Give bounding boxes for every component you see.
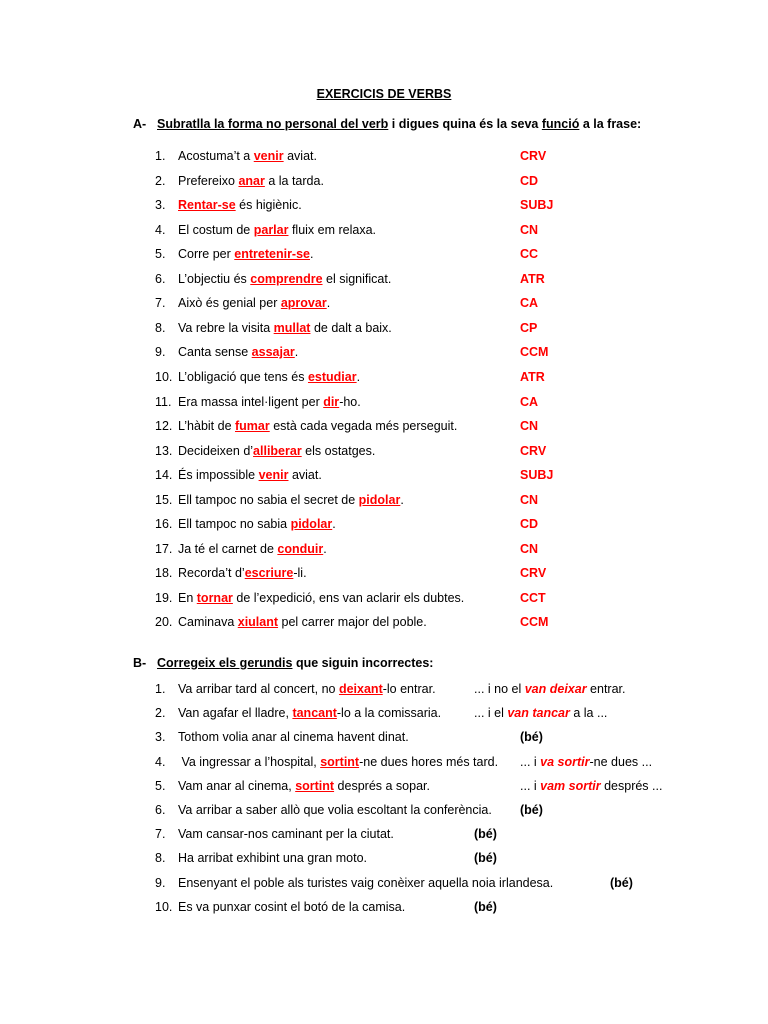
item-number: 19. (155, 591, 173, 605)
function-answer: CA (520, 395, 539, 409)
function-answer: CD (520, 517, 539, 531)
item-text-before: Va ingressar a l’hospital, (178, 755, 321, 769)
item-text-before: Vam anar al cinema, (178, 779, 296, 793)
item-number: 4. (155, 755, 166, 769)
item-number: 16. (155, 517, 173, 531)
function-answer: CN (520, 419, 539, 433)
item-text-before: El costum de (178, 223, 254, 237)
list-item (155, 825, 394, 843)
item-text-after: fluix em relaxa. (288, 223, 377, 237)
correct-mark: (bé) (474, 900, 497, 914)
item-text-before: Van agafar el lladre, (178, 706, 293, 720)
corrected-verb: van tancar (507, 706, 570, 720)
item-text-before: Tothom volia anar al cinema havent dinat. (178, 730, 409, 744)
item-number: 7. (155, 296, 166, 310)
list-item (155, 294, 330, 312)
section-a-heading-end: a la frase: (579, 117, 642, 131)
item-number: 10. (155, 370, 173, 384)
incorrect-gerund: tancant (292, 706, 337, 720)
section-a-heading-mid: i digues quina és la seva (388, 117, 542, 131)
non-personal-verb: alliberar (253, 444, 302, 458)
correction (474, 680, 626, 698)
item-text-after: . (356, 370, 361, 384)
non-personal-verb: fumar (235, 419, 270, 433)
item-number: 18. (155, 566, 173, 580)
item-text-before: Caminava (178, 615, 238, 629)
item-number: 3. (155, 198, 166, 212)
list-item (155, 368, 360, 386)
item-text-after: . (294, 345, 299, 359)
list-item (155, 728, 409, 746)
item-text-before: Va arribar a saber allò que volia escoltant la conferència. (178, 803, 492, 817)
section-b-letter: B- (133, 656, 147, 670)
item-text-before: Canta sense (178, 345, 252, 359)
non-personal-verb: xiulant (237, 615, 279, 629)
item-number: 3. (155, 730, 166, 744)
function-answer: CCT (520, 591, 546, 605)
item-text-before: Ell tampoc no sabia el secret de (178, 493, 359, 507)
correction (520, 777, 662, 795)
non-personal-verb: comprendre (250, 272, 323, 286)
function-answer: CP (520, 321, 538, 335)
item-number: 6. (155, 803, 166, 817)
item-number: 20. (155, 615, 173, 629)
correction-before: ... i (520, 779, 541, 793)
list-item (155, 270, 391, 288)
item-text-after: . (332, 517, 336, 531)
item-number: 5. (155, 779, 166, 793)
corrected-verb: va sortir (540, 755, 590, 769)
correction-after: a la ... (569, 706, 608, 720)
list-item (155, 515, 336, 533)
function-answer: CRV (520, 566, 547, 580)
list-item (155, 777, 430, 795)
function-answer: CA (520, 296, 539, 310)
list-item (155, 417, 457, 435)
list-item (155, 491, 404, 509)
list-item (155, 147, 317, 165)
item-text-after: . (326, 296, 331, 310)
item-text-before: Corre per (178, 247, 235, 261)
item-text-before: Acostuma’t a (178, 149, 254, 163)
function-answer: CN (520, 493, 539, 507)
item-text-before: Es va punxar cosint el botó de la camisa. (178, 900, 406, 914)
list-item (155, 680, 436, 698)
item-number: 9. (155, 345, 166, 359)
section-a-heading-underlined-2: funció (541, 117, 580, 131)
function-answer: CN (520, 542, 539, 556)
list-item (155, 613, 427, 631)
function-answer: SUBJ (520, 198, 554, 212)
list-item (155, 393, 361, 411)
correct-mark: (bé) (520, 803, 543, 817)
non-personal-verb: aprovar (280, 296, 327, 310)
non-personal-verb: pidolar (290, 517, 333, 531)
item-number: 12. (155, 419, 173, 433)
correction (520, 753, 652, 771)
item-text-after: de l’expedició, ens van aclarir els dubtes. (232, 591, 465, 605)
item-text-after: -ne dues hores més tard. (359, 755, 499, 769)
item-text-before: En (178, 591, 197, 605)
correct-mark: (bé) (520, 730, 543, 744)
item-number: 9. (155, 876, 166, 890)
list-item (155, 172, 324, 190)
non-personal-verb: conduir (277, 542, 324, 556)
list-item (155, 196, 302, 214)
incorrect-gerund: deixant (338, 682, 383, 696)
item-text-after: -li. (293, 566, 307, 580)
item-text-before: Ell tampoc no sabia (178, 517, 291, 531)
non-personal-verb: escriure (244, 566, 294, 580)
item-number: 5. (155, 247, 166, 261)
non-personal-verb: venir (253, 149, 284, 163)
section-b-heading-underlined: Corregeix els gerundis (157, 656, 293, 670)
non-personal-verb: Rentar-se (178, 198, 236, 212)
list-item (155, 343, 298, 361)
function-answer: ATR (520, 370, 545, 384)
correction-after: -ne dues ... (589, 755, 653, 769)
list-item (155, 589, 464, 607)
item-number: 7. (155, 827, 166, 841)
item-number: 1. (155, 682, 166, 696)
item-number: 10. (155, 900, 173, 914)
item-text-after: aviat. (283, 149, 317, 163)
list-item (155, 801, 492, 819)
list-item (155, 319, 392, 337)
function-answer: CCM (520, 345, 549, 359)
item-text-before: Prefereixo (178, 174, 239, 188)
item-text-after: els ostatges. (301, 444, 376, 458)
item-number: 8. (155, 321, 166, 335)
list-item (155, 704, 441, 722)
non-personal-verb: estudiar (307, 370, 357, 384)
non-personal-verb: pidolar (358, 493, 401, 507)
item-text-before: Vam cansar-nos caminant per la ciutat. (178, 827, 394, 841)
item-text-after: està cada vegada més perseguit. (269, 419, 458, 433)
correction-before: ... i (520, 755, 541, 769)
section-a-heading (133, 117, 641, 131)
correction-before: ... i no el (474, 682, 525, 696)
section-a-letter: A- (133, 117, 147, 131)
item-number: 8. (155, 851, 166, 865)
non-personal-verb: tornar (196, 591, 233, 605)
non-personal-verb: mullat (273, 321, 311, 335)
list-item (155, 466, 322, 484)
item-text-after: -lo entrar. (382, 682, 436, 696)
item-text-after: és higiènic. (235, 198, 302, 212)
item-text-after: de dalt a baix. (310, 321, 392, 335)
item-text-before: És impossible (178, 468, 259, 482)
item-text-after: . (400, 493, 404, 507)
item-text-after: -lo a la comissaria. (336, 706, 442, 720)
correct-mark: (bé) (474, 827, 497, 841)
item-text-before: Decideixen d’ (178, 444, 254, 458)
item-number: 2. (155, 174, 166, 188)
item-text-before: Va arribar tard al concert, no (178, 682, 339, 696)
non-personal-verb: anar (238, 174, 265, 188)
function-answer: CC (520, 247, 539, 261)
section-a-heading-underlined-1: Subratlla la forma no personal del verb (157, 117, 389, 131)
section-b-heading (133, 656, 433, 670)
item-text-before: L’obligació que tens és (178, 370, 308, 384)
function-answer: CRV (520, 444, 547, 458)
item-text-after: aviat. (288, 468, 322, 482)
corrected-verb: vam sortir (540, 779, 601, 793)
correction-after: entrar. (586, 682, 626, 696)
item-text-before: Això és genial per (178, 296, 281, 310)
non-personal-verb: assajar (251, 345, 295, 359)
list-item (155, 564, 307, 582)
function-answer: CRV (520, 149, 547, 163)
item-number: 6. (155, 272, 166, 286)
function-answer: CCM (520, 615, 549, 629)
item-text-before: Ja té el carnet de (178, 542, 278, 556)
item-text-before: Recorda’t d’ (178, 566, 245, 580)
item-number: 15. (155, 493, 173, 507)
item-text-after: . (310, 247, 314, 261)
function-answer: CN (520, 223, 539, 237)
item-text-after: pel carrer major del poble. (278, 615, 427, 629)
non-personal-verb: venir (258, 468, 289, 482)
item-number: 1. (155, 149, 166, 163)
list-item (155, 898, 405, 916)
incorrect-gerund: sortint (295, 779, 335, 793)
item-number: 2. (155, 706, 166, 720)
correct-mark: (bé) (610, 876, 633, 890)
item-text-before: Ha arribat exhibint una gran moto. (178, 851, 367, 865)
function-answer: CD (520, 174, 539, 188)
non-personal-verb: parlar (253, 223, 289, 237)
item-text-after: el significat. (322, 272, 392, 286)
correct-mark: (bé) (474, 851, 497, 865)
item-number: 11. (155, 395, 172, 409)
item-number: 17. (155, 542, 173, 556)
list-item (155, 245, 314, 263)
corrected-verb: van deixar (524, 682, 587, 696)
item-text-before: Va rebre la visita (178, 321, 274, 335)
item-text-after: després a sopar. (334, 779, 430, 793)
item-text-before: Ensenyant el poble als turistes vaig conèixer aquella noia irlandesa. (178, 876, 554, 890)
page-title: EXERCICIS DE VERBS (316, 87, 452, 101)
list-item (155, 849, 367, 867)
item-text-after: -ho. (339, 395, 361, 409)
list-item (155, 874, 553, 892)
item-text-before: L’objectiu és (178, 272, 251, 286)
item-text-before: L’hàbit de (178, 419, 235, 433)
non-personal-verb: dir (323, 395, 340, 409)
item-text-before: Era massa intel·ligent per (178, 395, 324, 409)
incorrect-gerund: sortint (320, 755, 360, 769)
list-item (155, 540, 327, 558)
item-number: 14. (155, 468, 173, 482)
item-text-after: . (323, 542, 327, 556)
item-number: 4. (155, 223, 166, 237)
correction (474, 704, 607, 722)
function-answer: SUBJ (520, 468, 554, 482)
correction-before: ... i el (474, 706, 508, 720)
list-item (155, 753, 498, 771)
non-personal-verb: entretenir-se (234, 247, 311, 261)
item-text-after: a la tarda. (264, 174, 324, 188)
section-b-heading-end: que siguin incorrectes: (292, 656, 434, 670)
item-number: 13. (155, 444, 173, 458)
list-item (155, 221, 376, 239)
list-item (155, 442, 375, 460)
function-answer: ATR (520, 272, 545, 286)
correction-after: després ... (600, 779, 663, 793)
